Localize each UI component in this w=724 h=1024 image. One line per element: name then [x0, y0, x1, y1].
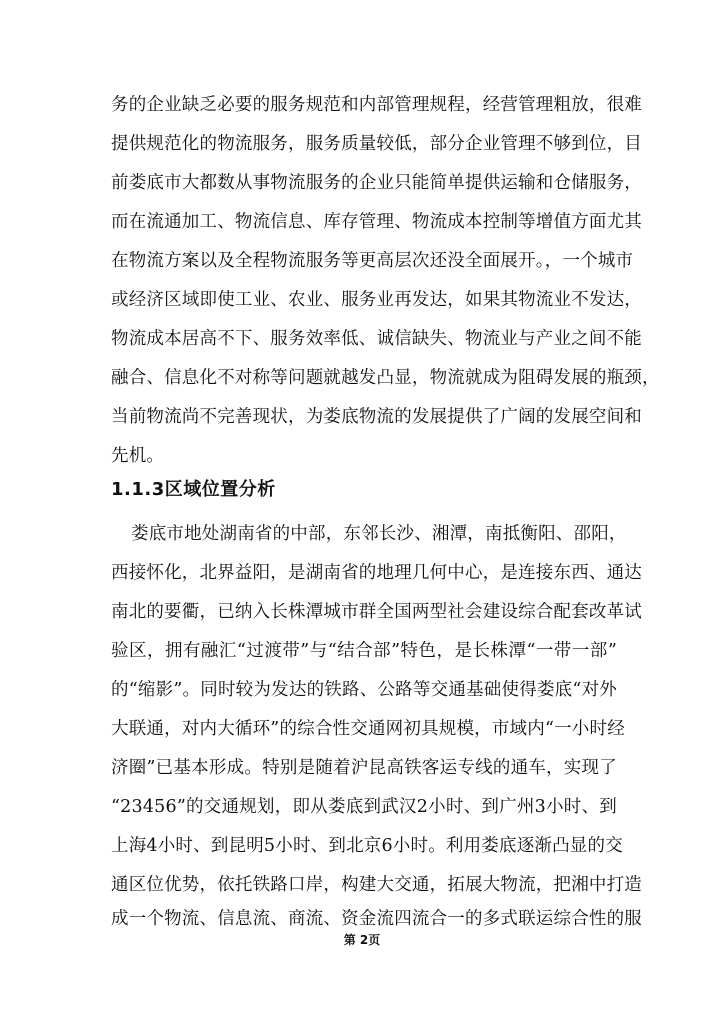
body-text-line: 融合、信息化不对称等问题就越发凸显，物流就成为阻碍发展的瓶颈，: [111, 368, 660, 388]
body-text-line: 的“缩影”。同时较为发达的铁路、公路等交通基础使得娄底“对外: [111, 680, 617, 700]
body-text-line: 在物流方案以及全程物流服务等更高层次还没全面展开。，一个城市: [111, 251, 634, 271]
body-text-line: 通区位优势，依托铁路口岸，构建大交通，拓展大物流，把湘中打造: [111, 875, 642, 895]
body-text-line: 物流成本居高不下、服务效率低、诚信缺失、物流业与产业之间不能: [111, 329, 642, 349]
page-number: 第 2页: [343, 933, 381, 947]
body-text-line: 西接怀化，北界益阳，是湖南省的地理几何中心，是连接东西、通达: [111, 563, 642, 583]
body-text-line: 南北的要衢，已纳入长株潭城市群全国两型社会建设综合配套改革试: [111, 602, 642, 622]
body-text-line: 先机。: [111, 446, 165, 466]
body-text-line: 济圈”已基本形成。特别是随着沪昆高铁客运专线的通车，实现了: [111, 758, 617, 778]
body-text-line: 或经济区域即使工业、农业、服务业再发达，如果其物流业不发达，: [111, 290, 642, 310]
body-text-line: “23456”的交通规划，即从娄底到武汉2小时、到广州3小时、到: [111, 797, 617, 817]
body-text-line: 上海4小时、到昆明5小时、到北京6小时。利用娄底逐渐凸显的交: [111, 836, 623, 856]
body-text-line: 当前物流尚不完善现状，为娄底物流的发展提供了广阔的发展空间和: [111, 407, 642, 427]
body-text-line: 验区，拥有融汇“过渡带”与“结合部”特色，是长株潭“一带一部”: [111, 641, 617, 661]
body-text-line: 大联通，对内大循环”的综合性交通网初具规模，市域内“一小时经: [111, 719, 625, 739]
body-text-line: 娄底市地处湖南省的中部，东邻长沙、湘潭，南抵衡阳、邵阳，: [131, 524, 627, 544]
body-text-line: 提供规范化的物流服务，服务质量较低，部分企业管理不够到位，目: [111, 134, 642, 154]
body-text-line: 前娄底市大都数从事物流服务的企业只能简单提供运输和仓储服务，: [111, 173, 642, 193]
section-heading: 1.1.3区域位置分析: [111, 479, 276, 500]
body-text-line: 而在流通加工、物流信息、库存管理、物流成本控制等增值方面尤其: [111, 212, 642, 232]
body-text-line: 务的企业缺乏必要的服务规范和内部管理规程，经营管理粗放，很难: [111, 95, 642, 115]
body-text-line: 成一个物流、信息流、商流、资金流四流合一的多式联运综合性的服: [111, 909, 642, 929]
